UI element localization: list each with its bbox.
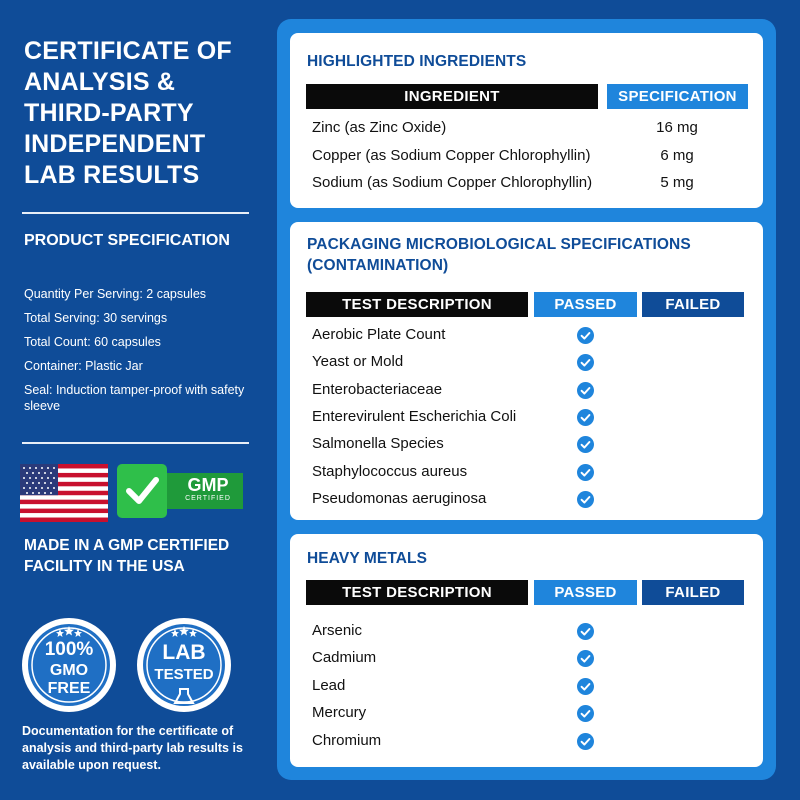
test-description-header: TEST DESCRIPTION	[306, 292, 528, 317]
spec-list	[24, 286, 256, 422]
ingredient-name: Zinc (as Zinc Oxide)	[312, 119, 447, 136]
failed-header: FAILED	[642, 580, 744, 605]
gmo-badge-gmo: GMO	[49, 662, 89, 679]
test-row-name: Lead	[312, 676, 346, 694]
ingredients-title: HIGHLIGHTED INGREDIENTS	[307, 53, 527, 70]
page-title: CERTIFICATE OF ANALYSIS & THIRD-PARTY INDEPENDENT LAB RESULTS	[24, 37, 232, 189]
divider	[22, 212, 249, 214]
passed-check-icon	[577, 650, 594, 667]
passed-header: PASSED	[534, 580, 637, 605]
test-row-name: Cadmium	[312, 649, 377, 667]
test-row-name: Yeast or Mold	[312, 353, 404, 371]
gmo-free-badge	[20, 616, 118, 714]
spec-item: Seal: Induction tamper-proof with safety sleeve	[24, 383, 245, 413]
failed-header: FAILED	[642, 292, 744, 317]
test-row-name: Pseudomonas aeruginosa	[312, 489, 487, 507]
test-row-name: Salmonella Species	[312, 435, 444, 453]
test-row-name: Enterevirulent Escherichia Coli	[312, 407, 517, 425]
test-row-name: Chromium	[312, 731, 382, 749]
test-row-name: Enterobacteriaceae	[312, 380, 443, 398]
test-row-name: Arsenic	[312, 622, 363, 639]
test-row-name: Staphylococcus aureus	[312, 462, 468, 480]
passed-check-icon	[577, 382, 594, 399]
gmo-badge-percent: 100%	[44, 639, 94, 660]
left-panel	[0, 0, 270, 800]
passed-header: PASSED	[534, 292, 637, 317]
ingredient-name: Copper (as Sodium Copper Chlorophyllin)	[312, 147, 591, 164]
heavy-metals-title: HEAVY METALS	[307, 550, 428, 567]
passed-check-icon	[577, 436, 594, 453]
made-in-usa-text: MADE IN A GMP CERTIFIED FACILITY IN THE USA	[24, 537, 230, 575]
us-flag-icon	[20, 464, 108, 522]
ingredient-spec: 5 mg	[660, 174, 694, 191]
gmp-label: GMP	[187, 475, 229, 495]
product-specification-title: PRODUCT SPECIFICATION	[24, 232, 230, 249]
lab-badge-tested: TESTED	[154, 666, 214, 683]
spec-item: Container: Plastic Jar	[24, 359, 143, 373]
heavy-metals-card	[290, 534, 763, 767]
ingredient-spec: 16 mg	[656, 119, 698, 136]
test-description-header: TEST DESCRIPTION	[306, 580, 528, 605]
ingredient-spec: 6 mg	[660, 147, 694, 164]
passed-check-icon	[577, 491, 594, 508]
spec-item: Total Serving: 30 servings	[24, 311, 168, 325]
ingredients-card	[290, 33, 763, 208]
lab-badge-lab: LAB	[162, 641, 206, 664]
passed-check-icon	[577, 623, 594, 640]
passed-check-icon	[577, 678, 594, 695]
spec-item: Total Count: 60 capsules	[24, 335, 161, 349]
test-row-name: Mercury	[312, 704, 367, 722]
lab-tested-badge	[135, 616, 233, 714]
passed-check-icon	[577, 327, 594, 344]
passed-check-icon	[577, 354, 594, 371]
passed-check-icon	[577, 733, 594, 750]
divider	[22, 442, 249, 444]
microbiological-card	[290, 222, 763, 520]
microbiological-title: PACKAGING MICROBIOLOGICAL SPECIFICATIONS (CONTAMINATION)	[307, 236, 691, 274]
passed-check-icon	[577, 705, 594, 722]
documentation-note: Documentation for the certificate of analysis and third-party lab results is available upon request.	[22, 724, 243, 772]
passed-check-icon	[577, 464, 594, 481]
lab-badge-ring-icon	[135, 616, 233, 714]
specification-column-header: SPECIFICATION	[607, 84, 748, 109]
ingredient-name: Sodium (as Sodium Copper Chlorophyllin)	[312, 174, 593, 191]
gmo-badge-free: FREE	[47, 680, 91, 697]
test-row-name: Aerobic Plate Count	[312, 326, 446, 343]
gmp-sublabel: CERTIFIED	[185, 495, 231, 502]
spec-item: Quantity Per Serving: 2 capsules	[24, 287, 207, 301]
gmp-certified-badge	[117, 464, 245, 518]
passed-check-icon	[577, 409, 594, 426]
ingredient-column-header: INGREDIENT	[306, 84, 598, 109]
